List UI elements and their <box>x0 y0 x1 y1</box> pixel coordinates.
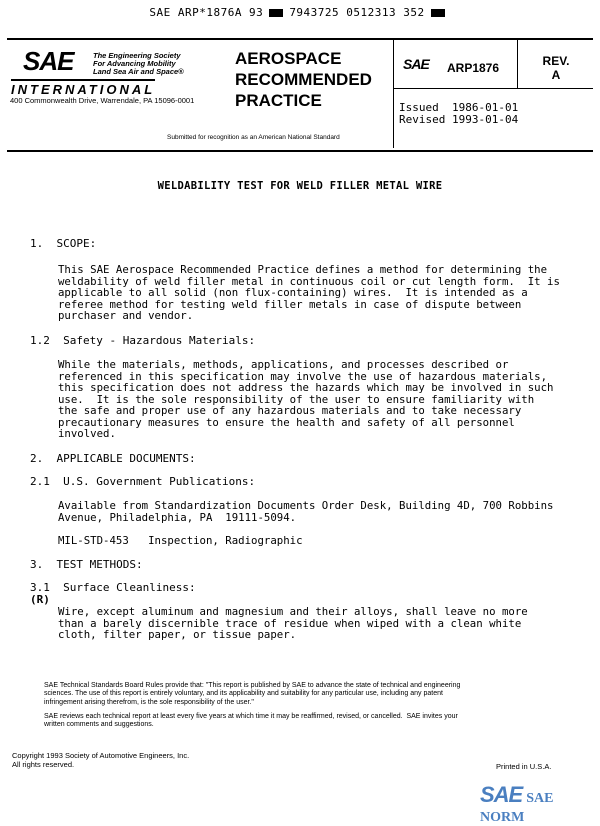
sae-logo-block <box>7 40 229 148</box>
doc-type-line: AEROSPACE <box>235 49 342 68</box>
safety-paragraph <box>58 359 553 440</box>
text-line: this specification does not address the hazards which may be involved in such <box>58 381 554 394</box>
submission-note: Submitted for recognition as an American National Standard <box>167 134 340 141</box>
text-line: referenced in this specification may involve the use of hazardous materials, <box>58 369 548 383</box>
tagline-line: Land Sea Air and Space® <box>93 67 184 76</box>
footer-line: infringement arising therefrom, is the sole responsibility of the user." <box>44 698 254 706</box>
sae-small-logo: SAE <box>403 56 429 72</box>
document-number: ARP1876 <box>447 61 500 75</box>
scope-paragraph <box>58 264 560 322</box>
doc-type-line: PRACTICE <box>235 91 322 110</box>
text-line: than a barely discernible trace of residue when wiped with a clean white <box>58 616 522 630</box>
barcode-mark <box>269 9 283 17</box>
text-line: use. It is the sole responsibility of the user to ensure familiarity with <box>58 392 535 406</box>
section-heading-test-methods: 3. TEST METHODS: <box>30 558 143 571</box>
international-label: INTERNATIONAL <box>11 79 155 97</box>
section-heading-surface-cleanliness: 3.1 Surface Cleanliness: <box>30 581 196 594</box>
government-publications-paragraph <box>58 500 553 523</box>
doc-id-left: SAE ARP*1876A 93 <box>149 6 264 19</box>
document-id-line <box>0 6 600 19</box>
document-type <box>235 48 372 111</box>
sae-logo: SAE <box>23 46 74 76</box>
revision-box <box>521 54 591 82</box>
footer-notes <box>44 682 460 729</box>
watermark-logo: SAE <box>480 782 523 807</box>
copyright-notice <box>12 752 189 769</box>
text-line: referee method for testing weld filler metals in case of dispute between <box>58 297 522 311</box>
footer-line: SAE reviews each technical report at least every five years at which time it may be reaffirmed, revised, or cancelled. SAE invites your <box>44 712 458 720</box>
section-heading-safety: 1.2 Safety - Hazardous Materials: <box>30 334 256 347</box>
footer-line: written comments and suggestions. <box>44 721 154 729</box>
watermark-text: SAE NORM <box>480 791 554 825</box>
document-title: WELDABILITY TEST FOR WELD FILLER METAL WIRE <box>157 180 443 192</box>
text-line: MIL-STD-453 Inspection, Radiographic <box>58 534 303 547</box>
doc-id-right: 7943725 0512313 352 <box>289 6 425 19</box>
text-line: Available from Standardization Documents Order Desk, Building 4D, 700 Robbins <box>58 499 554 512</box>
issued-date: Issued 1986-01-01 <box>399 101 519 114</box>
footer-line: SAE Technical Standards Board Rules provide that: "This report is published by SAE to advance the state of technical and engineering <box>44 682 461 689</box>
footer-line: sciences. The use of this report is entirely voluntary, and its applicability and suitability for any particular use, including any patent <box>44 690 443 698</box>
mil-std-reference <box>58 535 303 547</box>
text-line: This SAE Aerospace Recommended Practice defines a method for determining the <box>58 263 548 276</box>
header-divider <box>393 88 593 89</box>
text-line: precautionary measures to ensure the health and safety of all personnel <box>58 415 515 429</box>
revised-date: Revised 1993-01-04 <box>399 113 519 126</box>
header-divider <box>393 40 394 148</box>
document-header <box>7 38 593 152</box>
issue-dates <box>399 102 518 126</box>
text-line: While the materials, methods, applications, and processes described or <box>58 358 509 371</box>
address: 400 Commonwealth Drive, Warrendale, PA 15096-0001 <box>10 96 195 105</box>
revision-label: REV. <box>542 54 570 68</box>
copyright-line: Copyright 1993 Society of Automotive Engineers, Inc. <box>12 751 190 760</box>
surface-cleanliness-paragraph <box>58 606 528 641</box>
section-heading-applicable-documents: 2. APPLICABLE DOCUMENTS: <box>30 452 196 465</box>
header-divider <box>517 40 518 88</box>
doc-type-line: RECOMMENDED <box>235 70 372 89</box>
tagline-line: The Engineering Society <box>93 51 181 60</box>
text-line: purchaser and vendor. <box>58 309 194 322</box>
printed-in: Printed in U.S.A. <box>496 762 552 771</box>
tagline-line: For Advancing Mobility <box>93 59 176 68</box>
revision-value: A <box>551 68 561 82</box>
text-line: cloth, filter paper, or tissue paper. <box>58 628 297 641</box>
section-heading-scope: 1. SCOPE: <box>30 237 97 250</box>
text-line: applicable to all solid (non flux-containing) wires. It is intended as a <box>58 286 528 299</box>
revision-marker: (R) <box>30 593 50 606</box>
barcode-mark-end <box>431 9 445 17</box>
society-tagline <box>93 52 184 76</box>
text-line: Avenue, Philadelphia, PA 19111-5094. <box>58 510 297 524</box>
text-line: Wire, except aluminum and magnesium and their alloys, shall leave no more <box>58 605 528 618</box>
text-line: the safe and proper use of any hazardous materials and to take necessary <box>58 404 522 417</box>
watermark <box>480 782 600 826</box>
text-line: involved. <box>58 427 116 440</box>
copyright-line: All rights reserved. <box>12 759 75 769</box>
text-line: weldability of weld filler metal in continuous coil or cut length form. It is <box>58 274 560 288</box>
section-heading-government-publications: 2.1 U.S. Government Publications: <box>30 475 256 488</box>
